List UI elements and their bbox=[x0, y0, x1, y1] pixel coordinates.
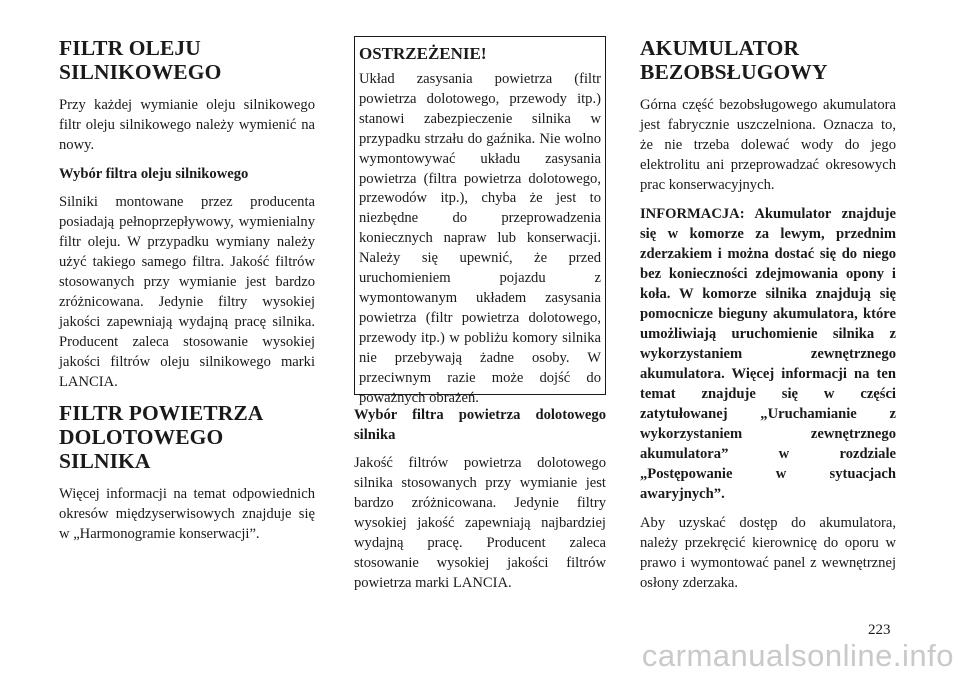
paragraph-air-filter-quality: Jakość filtrów powietrza dolotowego silnika stosowanych przy wymianie jest bardzo zróżnicowana. Jedynie filtry wysokiej jakość zapewniają najbardziej wydajną pracę. Producent zaleca stosowanie wysokiej jakości filtrów powietrza marki LANCIA. bbox=[354, 455, 606, 591]
heading-air-filter: FILTR POWIETRZA DOLOTOWEGO SILNIKA bbox=[59, 401, 263, 473]
subheading-oil-filter-selection: Wybór filtra oleju silnikowego bbox=[59, 166, 249, 182]
paragraph-battery-sealed: Górna część bezobsługowego akumulatora jest fabrycznie uszczelniona. Oznacza to, że nie trzeba dolewać wody do jego elektrolitu ani przeprowadzać okresowych prac konserwacyjnych. bbox=[640, 97, 896, 193]
warning-text: Układ zasysania powietrza (filtr powietrza dolotowego, przewody itp.) stanowi zabezpieczenie silnika w przypadku strzału do gaźnika. Nie wolno wymontowywać układu zasysania powietrza (filtra powietrza dolotowego, przewodów itp.), chyba że jest to niezbędne do przeprowadzenia koniecznych napraw lub konserwacji. Należy się upewnić, że przed uruchomieniem pojazdu z wymontowanym układem zasysania powietrza (filtr powietrza dolotowego, przewody itp.) w pobliżu komory silnika nie przebywają żadne osoby. W przeciwnym razie może dojść do poważnych obrażeń. bbox=[359, 71, 601, 406]
watermark: carmanualsonline.info bbox=[641, 638, 954, 673]
warning-title: OSTRZEŻENIE! bbox=[359, 44, 487, 63]
paragraph-oil-filter-replace: Przy każdej wymianie oleju silnikowego filtr oleju silnikowego należy wymienić na nowy. bbox=[59, 97, 315, 153]
page-number: 223 bbox=[868, 622, 891, 638]
column-middle bbox=[354, 36, 606, 602]
column-right bbox=[640, 36, 896, 602]
paragraph-air-filter-intervals: Więcej informacji na temat odpowiednich okresów międzyserwisowych znajduje się w „Harmonogramie konserwacji”. bbox=[59, 486, 315, 542]
paragraph-battery-info: INFORMACJA: Akumulator znajduje się w komorze za lewym, przednim zderzakiem i można dostać się do niego bez konieczności zdejmowania opony i koła. W komorze silnika znajdują się pomocnicze bieguny akumulatora, które umożliwiają uruchomienie silnika z wykorzystaniem zewnętrznego akumulatora. Więcej informacji na ten temat znajduje się w części zatytułowanej „Uruchamianie z wykorzystaniem zewnętrznego akumulatora” w rozdziale „Postępowanie w sytuacjach awaryjnych”. bbox=[640, 206, 896, 502]
warning-box bbox=[354, 36, 606, 406]
heading-engine-oil-filter: FILTR OLEJU SILNIKOWEGO bbox=[59, 36, 222, 84]
paragraph-battery-access: Aby uzyskać dostęp do akumulatora, należy przekręcić kierownicę do oporu w prawo i wymontować panel z wewnętrznej osłony zderzaka. bbox=[640, 515, 896, 591]
paragraph-oil-filter-quality: Silniki montowane przez producenta posiadają pełnoprzepływowy, wymienialny filtr oleju. W przypadku wymiany należy użyć takiego samego filtra. Jakość filtrów stosowanych przy wymianie jest bardzo zróżnicowana. Jedynie filtry wysokiej jakości zapewniają wydajną pracę silnika. Producent zaleca stosowanie wysokiej jakości filtrów oleju silnikowego marki LANCIA. bbox=[59, 194, 315, 390]
heading-battery: AKUMULATOR BEZOBSŁUGOWY bbox=[640, 36, 828, 84]
subheading-air-filter-selection: Wybór filtra powietrza dolotowego silnika bbox=[354, 407, 606, 443]
column-left bbox=[59, 36, 315, 553]
